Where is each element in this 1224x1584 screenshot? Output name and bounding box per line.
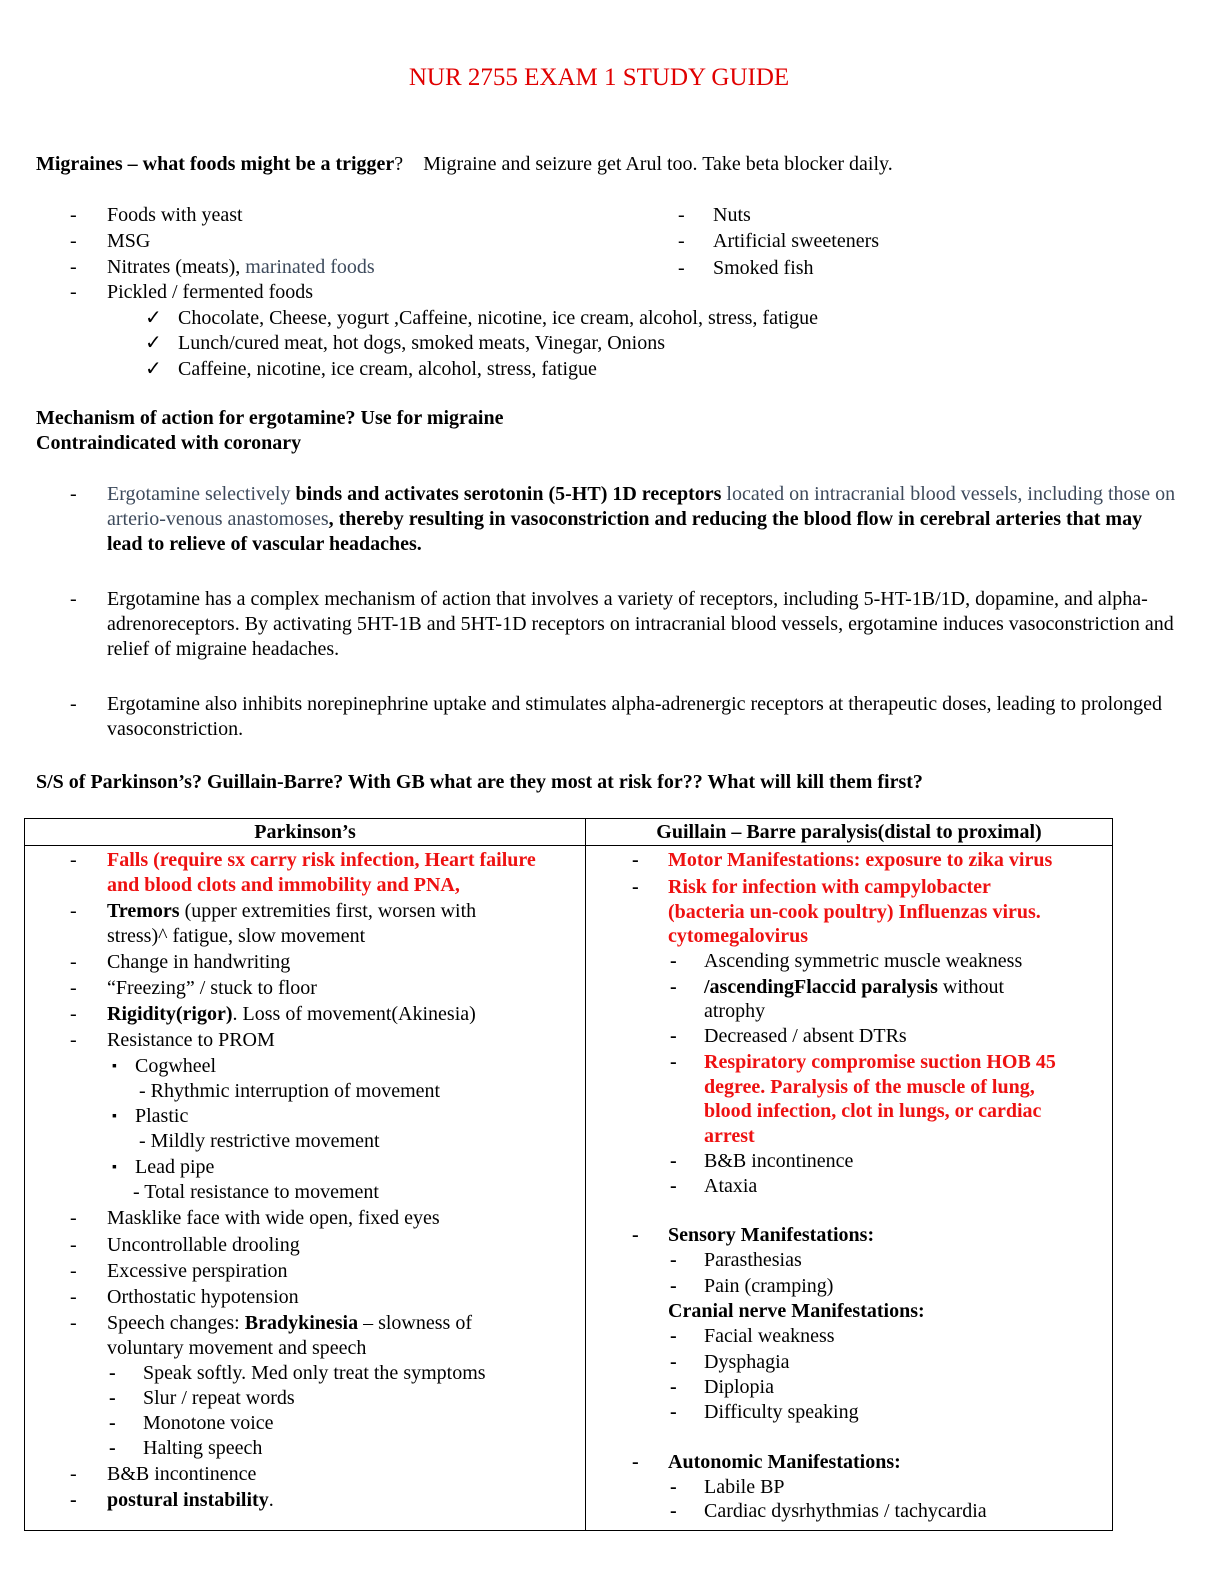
section-heading: Sensory Manifestations:: [668, 1224, 875, 1246]
list-item: Orthostatic hypotension: [107, 1286, 299, 1308]
sub-item: Lead pipe: [135, 1156, 215, 1178]
sub-item: [704, 975, 1004, 1000]
text-run: – slowness of: [358, 1312, 472, 1334]
bullet-marker: -: [670, 1325, 677, 1347]
ergotamine-contraindication: Contraindicated with coronary: [36, 432, 302, 454]
bullet-marker: -: [70, 1489, 77, 1511]
sub-item: Diplopia: [704, 1376, 774, 1398]
list-item: and blood clots and immobility and PNA,: [107, 874, 460, 896]
bullet-marker: -: [670, 1500, 677, 1522]
sub-item: Cardiac dysrhythmias / tachycardia: [704, 1500, 987, 1522]
sub-item-detail: - Total resistance to movement: [133, 1181, 379, 1203]
migraine-question-mark: ?: [394, 153, 404, 175]
bullet-marker: -: [670, 1150, 677, 1172]
text-run-bold: , thereby resulting in vasoconstriction and reducing the blood flow in cerebral arteries that may lead to relieve of vascular headaches.: [107, 508, 1143, 555]
bullet-marker: -: [70, 1003, 77, 1025]
sub-item: B&B incontinence: [704, 1150, 854, 1172]
sub-item: Slur / repeat words: [143, 1387, 295, 1409]
bullet-marker: -: [70, 1463, 77, 1485]
bullet-marker: -: [632, 1451, 639, 1473]
bullet-marker: ▪: [112, 1059, 117, 1074]
bullet-marker: -: [670, 1025, 677, 1047]
sub-item: Cogwheel: [135, 1055, 217, 1077]
list-item: [107, 1488, 274, 1513]
bullet-marker: -: [632, 1224, 639, 1246]
bullet-marker: -: [109, 1387, 116, 1409]
ergotamine-heading: Mechanism of action for ergotamine? Use for migraine: [36, 407, 504, 429]
bullet-marker: -: [670, 1376, 677, 1398]
list-item: Foods with yeast: [107, 204, 243, 226]
section-heading: Cranial nerve Manifestations:: [668, 1300, 925, 1322]
sub-item: atrophy: [704, 1000, 766, 1022]
bullet-marker: -: [670, 1249, 677, 1271]
column-header-parkinsons: Parkinson’s: [25, 819, 586, 846]
list-item: Resistance to PROM: [107, 1029, 275, 1051]
list-item: Uncontrollable drooling: [107, 1234, 300, 1256]
bullet-marker: ▪: [112, 1160, 117, 1175]
text-run-bold: /ascendingFlaccid paralysis: [704, 976, 938, 998]
bullet-marker: ▪: [112, 1109, 117, 1124]
bullet-dash: -: [70, 230, 77, 252]
bullet-dash: -: [70, 483, 77, 505]
text-run-bold: Rigidity(rigor): [107, 1003, 233, 1025]
bullet-dash: -: [70, 281, 77, 303]
bullet-dash: -: [678, 204, 685, 226]
text-run: Ergotamine selectively: [107, 483, 296, 505]
list-item: [107, 899, 476, 924]
bullet-marker: -: [632, 849, 639, 871]
list-item: Artificial sweeteners: [713, 230, 880, 252]
text-run-bold: postural instability: [107, 1489, 269, 1511]
parkinsons-cell: [25, 846, 586, 1531]
sub-item: Speak softly. Med only treat the symptoms: [143, 1362, 486, 1384]
migraine-question: [36, 152, 893, 177]
bullet-marker: -: [70, 951, 77, 973]
list-item: Risk for infection with campylobacter: [668, 876, 991, 898]
bullet-dash: -: [70, 204, 77, 226]
sub-item: Monotone voice: [143, 1412, 274, 1434]
checkmark-icon: ✓: [145, 307, 162, 329]
bullet-marker: -: [670, 1051, 677, 1073]
bullet-dash: -: [70, 256, 77, 278]
sub-item: degree. Paralysis of the muscle of lung,: [704, 1076, 1035, 1098]
bullet-marker: -: [109, 1362, 116, 1384]
bullet-marker: -: [670, 1275, 677, 1297]
sub-item: Respiratory compromise suction HOB 45: [704, 1051, 1056, 1073]
list-item: Smoked fish: [713, 257, 814, 279]
check-item: Lunch/cured meat, hot dogs, smoked meats, Vinegar, Onions: [178, 332, 665, 354]
bullet-dash: -: [70, 693, 77, 715]
list-item: MSG: [107, 230, 151, 252]
comparison-table: [24, 818, 1113, 1531]
list-item: Change in handwriting: [107, 951, 291, 973]
sub-item: Dysphagia: [704, 1351, 790, 1373]
list-item: Masklike face with wide open, fixed eyes: [107, 1207, 440, 1229]
column-header-guillain-barre: Guillain – Barre paralysis(distal to proximal): [586, 819, 1113, 846]
text-run: Speech changes:: [107, 1312, 245, 1334]
bullet-marker: -: [70, 1234, 77, 1256]
bullet-marker: -: [109, 1412, 116, 1434]
sub-item: Parasthesias: [704, 1249, 802, 1271]
text-run: (upper extremities first, worsen with: [179, 900, 477, 922]
list-item: Nuts: [713, 204, 751, 226]
sub-item: Ascending symmetric muscle weakness: [704, 950, 1023, 972]
list-item: Excessive perspiration: [107, 1260, 288, 1282]
bullet-marker: -: [670, 976, 677, 998]
bullet-marker: -: [70, 1207, 77, 1229]
bullet-marker: -: [670, 1351, 677, 1373]
bullet-marker: -: [109, 1437, 116, 1459]
sub-item: Labile BP: [704, 1476, 785, 1498]
text-run: . Loss of movement(Akinesia): [232, 1003, 476, 1025]
sub-item: Pain (cramping): [704, 1275, 834, 1297]
sub-item: Ataxia: [704, 1175, 758, 1197]
sub-item: Decreased / absent DTRs: [704, 1025, 907, 1047]
bullet-marker: -: [70, 1029, 77, 1051]
bullet-marker: -: [70, 977, 77, 999]
list-item: cytomegalovirus: [668, 925, 808, 947]
sub-item-detail: - Mildly restrictive movement: [139, 1130, 380, 1152]
text-run: .: [268, 1489, 274, 1511]
bullet-dash: -: [70, 588, 77, 610]
sub-item: Facial weakness: [704, 1325, 835, 1347]
list-item-extra: marinated foods: [245, 256, 375, 278]
checkmark-icon: ✓: [145, 358, 162, 380]
list-item: [107, 1311, 472, 1336]
sub-item: arrest: [704, 1125, 755, 1147]
page-title: NUR 2755 EXAM 1 STUDY GUIDE: [408, 64, 790, 91]
bullet-marker: -: [70, 1286, 77, 1308]
list-item-text: Nitrates (meats),: [107, 256, 246, 278]
migraine-question-bold: Migraines – what foods might be a trigger: [36, 153, 395, 175]
bullet-dash: -: [678, 257, 685, 279]
check-item: Caffeine, nicotine, ice cream, alcohol, stress, fatigue: [178, 358, 597, 380]
checkmark-icon: ✓: [145, 332, 162, 354]
sub-item-detail: - Rhythmic interruption of movement: [139, 1080, 441, 1102]
bullet-marker: -: [670, 1175, 677, 1197]
migraine-note: Migraine and seizure get Arul too. Take beta blocker daily.: [423, 153, 893, 175]
list-item: [107, 1002, 476, 1027]
bullet-marker: -: [70, 1260, 77, 1282]
text-run: located on intracranial blood vessels, including those on arterio-venous anastomoses: [107, 483, 1176, 530]
ergotamine-paragraph-3: Ergotamine also inhibits norepinephrine uptake and stimulates alpha-adrenergic receptors at therapeutic doses, leading to prolonged vasoconstriction.: [107, 693, 1163, 740]
text-run-bold: Tremors: [107, 900, 180, 922]
list-item: voluntary movement and speech: [107, 1337, 367, 1359]
bullet-marker: -: [670, 950, 677, 972]
list-item: stress)^ fatigue, slow movement: [107, 925, 366, 947]
list-item: Motor Manifestations: exposure to zika virus: [668, 849, 1053, 871]
text-run: without: [937, 976, 1005, 998]
guillain-barre-cell: [586, 846, 1113, 1531]
bullet-marker: -: [670, 1401, 677, 1423]
text-run-bold: binds and activates serotonin (5-HT) 1D receptors: [295, 483, 722, 505]
ergotamine-paragraph-1: [107, 482, 1182, 557]
sub-item: Plastic: [135, 1105, 189, 1127]
section-heading: Autonomic Manifestations:: [668, 1451, 901, 1473]
sub-item: Difficulty speaking: [704, 1401, 859, 1423]
list-item: Falls (require sx carry risk infection, Heart failure: [107, 849, 536, 871]
bullet-marker: -: [70, 849, 77, 871]
list-item: Pickled / fermented foods: [107, 281, 314, 303]
bullet-dash: -: [678, 230, 685, 252]
bullet-marker: -: [632, 876, 639, 898]
check-item: Chocolate, Cheese, yogurt ,Caffeine, nicotine, ice cream, alcohol, stress, fatigue: [178, 307, 818, 329]
ss-question: S/S of Parkinson’s? Guillain-Barre? With GB what are they most at risk for?? What will kill them first?: [36, 771, 923, 793]
bullet-marker: -: [70, 900, 77, 922]
list-item: [107, 255, 375, 280]
bullet-marker: -: [670, 1476, 677, 1498]
list-item: B&B incontinence: [107, 1463, 257, 1485]
list-item: “Freezing” / stuck to floor: [107, 977, 317, 999]
bullet-marker: -: [70, 1312, 77, 1334]
text-run-bold: Bradykinesia: [244, 1312, 359, 1334]
sub-item: blood infection, clot in lungs, or cardiac: [704, 1100, 1042, 1122]
sub-item: Halting speech: [143, 1437, 263, 1459]
ergotamine-paragraph-2: Ergotamine has a complex mechanism of action that involves a variety of receptors, including 5-HT-1B/1D, dopamine, and alpha-adrenoreceptors. By activating 5HT-1B and 5HT-1D receptors on intracranial blood vessels, ergotamine induces vasoconstriction and relief of migraine headaches.: [107, 588, 1174, 660]
list-item: (bacteria un-cook poultry) Influenzas virus.: [668, 901, 1041, 923]
